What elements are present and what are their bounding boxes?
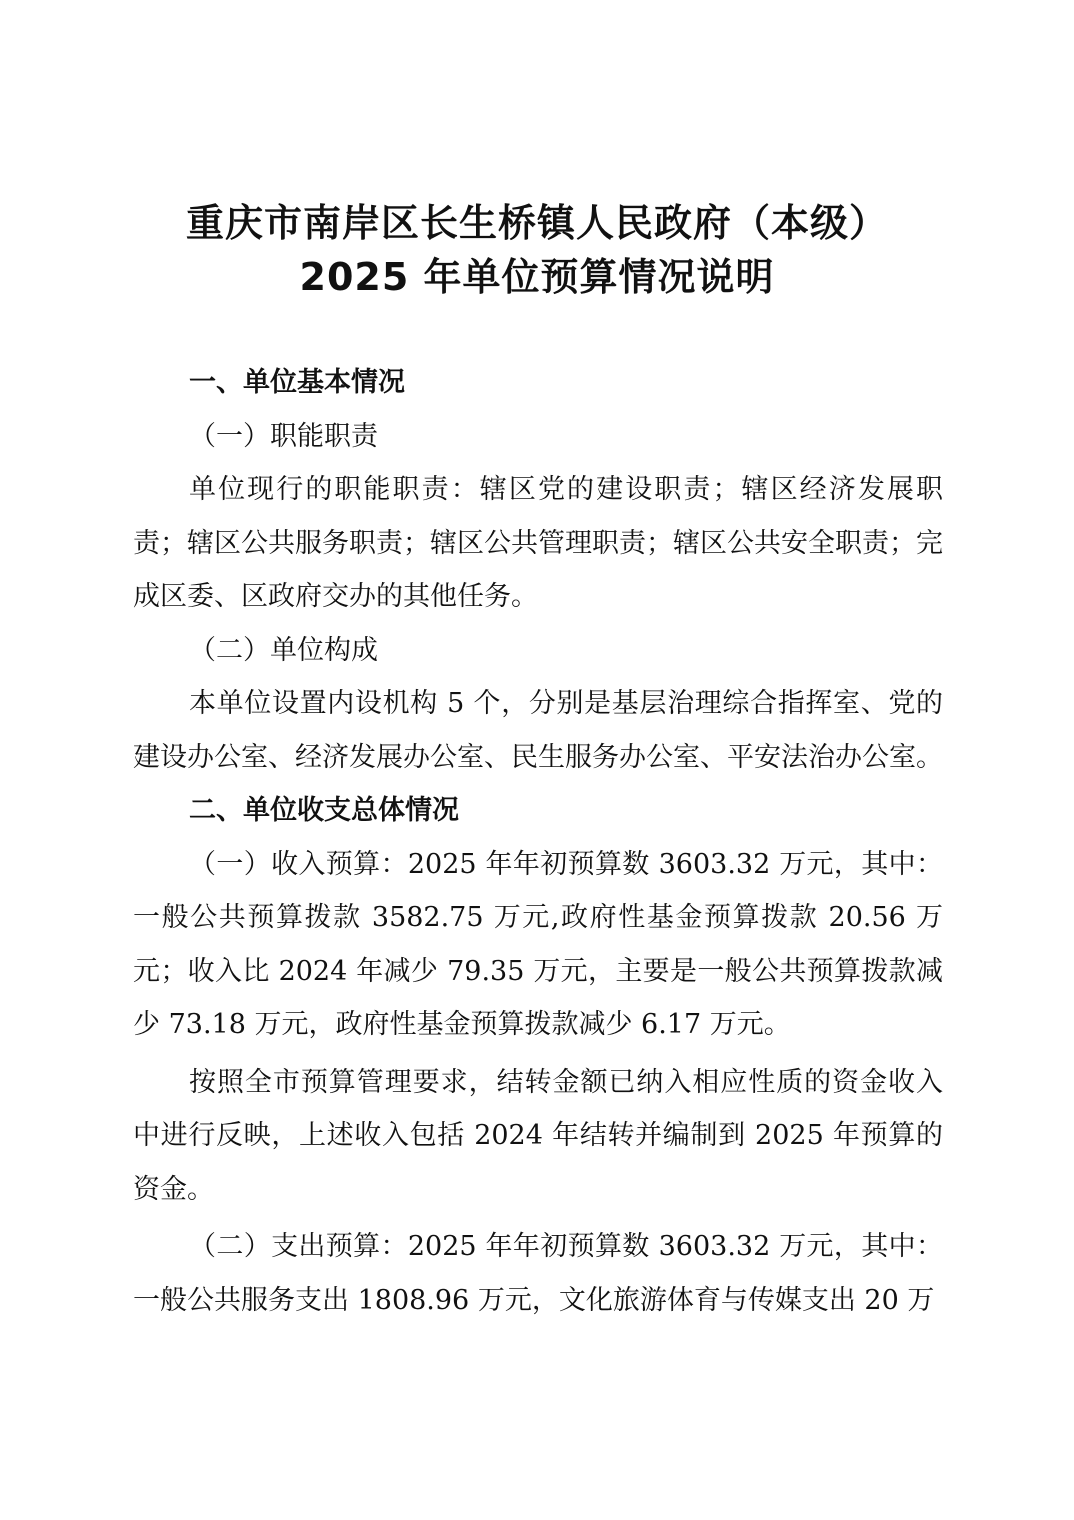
subheading-composition: （二）单位构成 — [189, 634, 378, 666]
paragraph-functions: 单位现行的职能职责：辖区党的建设职责；辖区经济发展职责；辖区公共服务职责；辖区公共管理职责；辖区公共安全职责；完成区委、区政府交办的其他任务。 — [133, 474, 943, 612]
document-body — [133, 356, 943, 1327]
paragraph-income-budget: （一）收入预算：2025 年年初预算数 3603.32 万元，其中：一般公共预算拨款 3582.75 万元,政府性基金预算拨款 20.56 万元；收入比 2024 年减少 79.35 万元，主要是一般公共预算拨款减少 73.18 万元，政府性基金预算拨款减少 6.17 万元。 — [133, 848, 943, 1040]
document-title-line2: 2025 年单位预算情况说明 — [299, 255, 775, 299]
paragraph-expense-budget: （二）支出预算：2025 年年初预算数 3603.32 万元，其中：一般公共服务支出 1808.96 万元，文化旅游体育与传媒支出 20 万 — [133, 1231, 943, 1316]
section-heading-income-expense: 二、单位收支总体情况 — [189, 795, 459, 826]
paragraph-composition: 本单位设置内设机构 5 个，分别是基层治理综合指挥室、党的建设办公室、经济发展办公室、民生服务办公室、平安法治办公室。 — [133, 688, 943, 773]
subheading-functions: （一）职能职责 — [189, 420, 378, 452]
paragraph-carryover: 按照全市预算管理要求，结转金额已纳入相应性质的资金收入中进行反映，上述收入包括 2024 年结转并编制到 2025 年预算的资金。 — [133, 1066, 943, 1205]
document-title-line1: 重庆市南岸区长生桥镇人民政府（本级） — [185, 201, 888, 245]
section-heading-basic-info: 一、单位基本情况 — [189, 367, 405, 398]
